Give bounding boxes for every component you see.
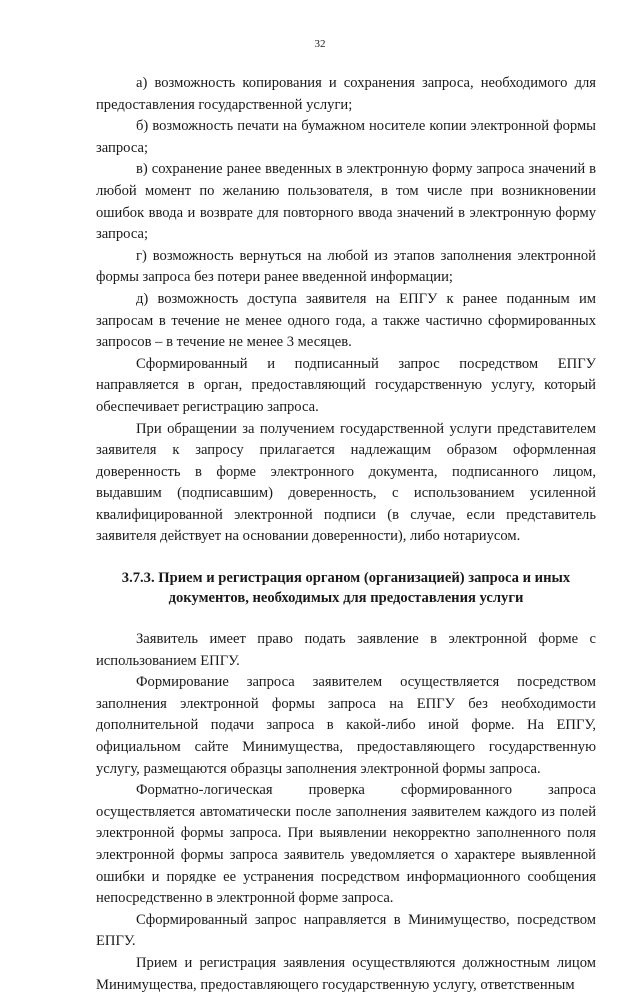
paragraph-format-check: Форматно-логическая проверка сформированного запроса осуществляется автоматически после заполнения заявителем каждого из полей электронной формы запроса. При выявлении некорректно заполненного поля электронной формы запроса заявитель уведомляется о характере выявленной ошибки и порядке ее устранения посредством информационного сообщения непосредственно в электронной форме запроса.	[96, 782, 596, 907]
document-body	[96, 73, 596, 996]
page-number: 32	[314, 38, 326, 50]
list-item-a: а) возможность копирования и сохранения запроса, необходимого для предоставления государственной услуги;	[96, 75, 596, 113]
paragraph-request-forming: Формирование запроса заявителем осуществляется посредством заполнения электронной формы запроса на ЕПГУ без необходимости дополнительной подачи запроса в какой-либо иной форме. На ЕПГУ, официальном сайте Минимущества, предоставляющего государственную услугу, размещаются образцы заполнения электронной формы запроса.	[96, 674, 596, 777]
paragraph-reception: Прием и регистрация заявления осуществляются должностным лицом Минимущества, предоставляющего государственную услугу, ответственным	[96, 954, 596, 993]
list-item-v: в) сохранение ранее введенных в электронную форму запроса значений в любой момент по желанию пользователя, в том числе при возникновении ошибок ввода и возврате для повторного ввода значений в электронную форму запроса;	[96, 161, 596, 243]
list-item-d: д) возможность доступа заявителя на ЕПГУ к ранее поданным им запросам в течение не менее одного года, а также частично сформированных запросов – в течение не менее 3 месяцев.	[96, 290, 596, 351]
paragraph-request-sent: Сформированный и подписанный запрос посредством ЕПГУ направляется в орган, предоставляющий государственную услугу, который обеспечивает регистрацию запроса.	[96, 355, 596, 415]
paragraph-request-direction: Сформированный запрос направляется в Минимущество, посредством ЕПГУ.	[96, 911, 596, 950]
section-heading: 3.7.3. Прием и регистрация органом (организацией) запроса и иных документов, необходимых для предоставления услуги	[121, 570, 571, 607]
list-item-b: б) возможность печати на бумажном носителе копии электронной формы запроса;	[96, 118, 596, 156]
list-item-g: г) возможность вернуться на любой из этапов заполнения электронной формы запроса без потери ранее введенной информации;	[96, 247, 596, 286]
paragraph-representative: При обращении за получением государственной услуги представителем заявителя к запросу прилагается надлежащим образом оформленная доверенность в форме электронного документа, подписанного лицом, выдавшим (подписавшим) доверенность, с использованием усиленной квалифицированной электронной подписи (в случае, если представитель заявителя действует на основании доверенности), либо нотариусом.	[96, 420, 596, 545]
paragraph-applicant-right: Заявитель имеет право подать заявление в электронной форме с использованием ЕПГУ.	[96, 631, 596, 669]
